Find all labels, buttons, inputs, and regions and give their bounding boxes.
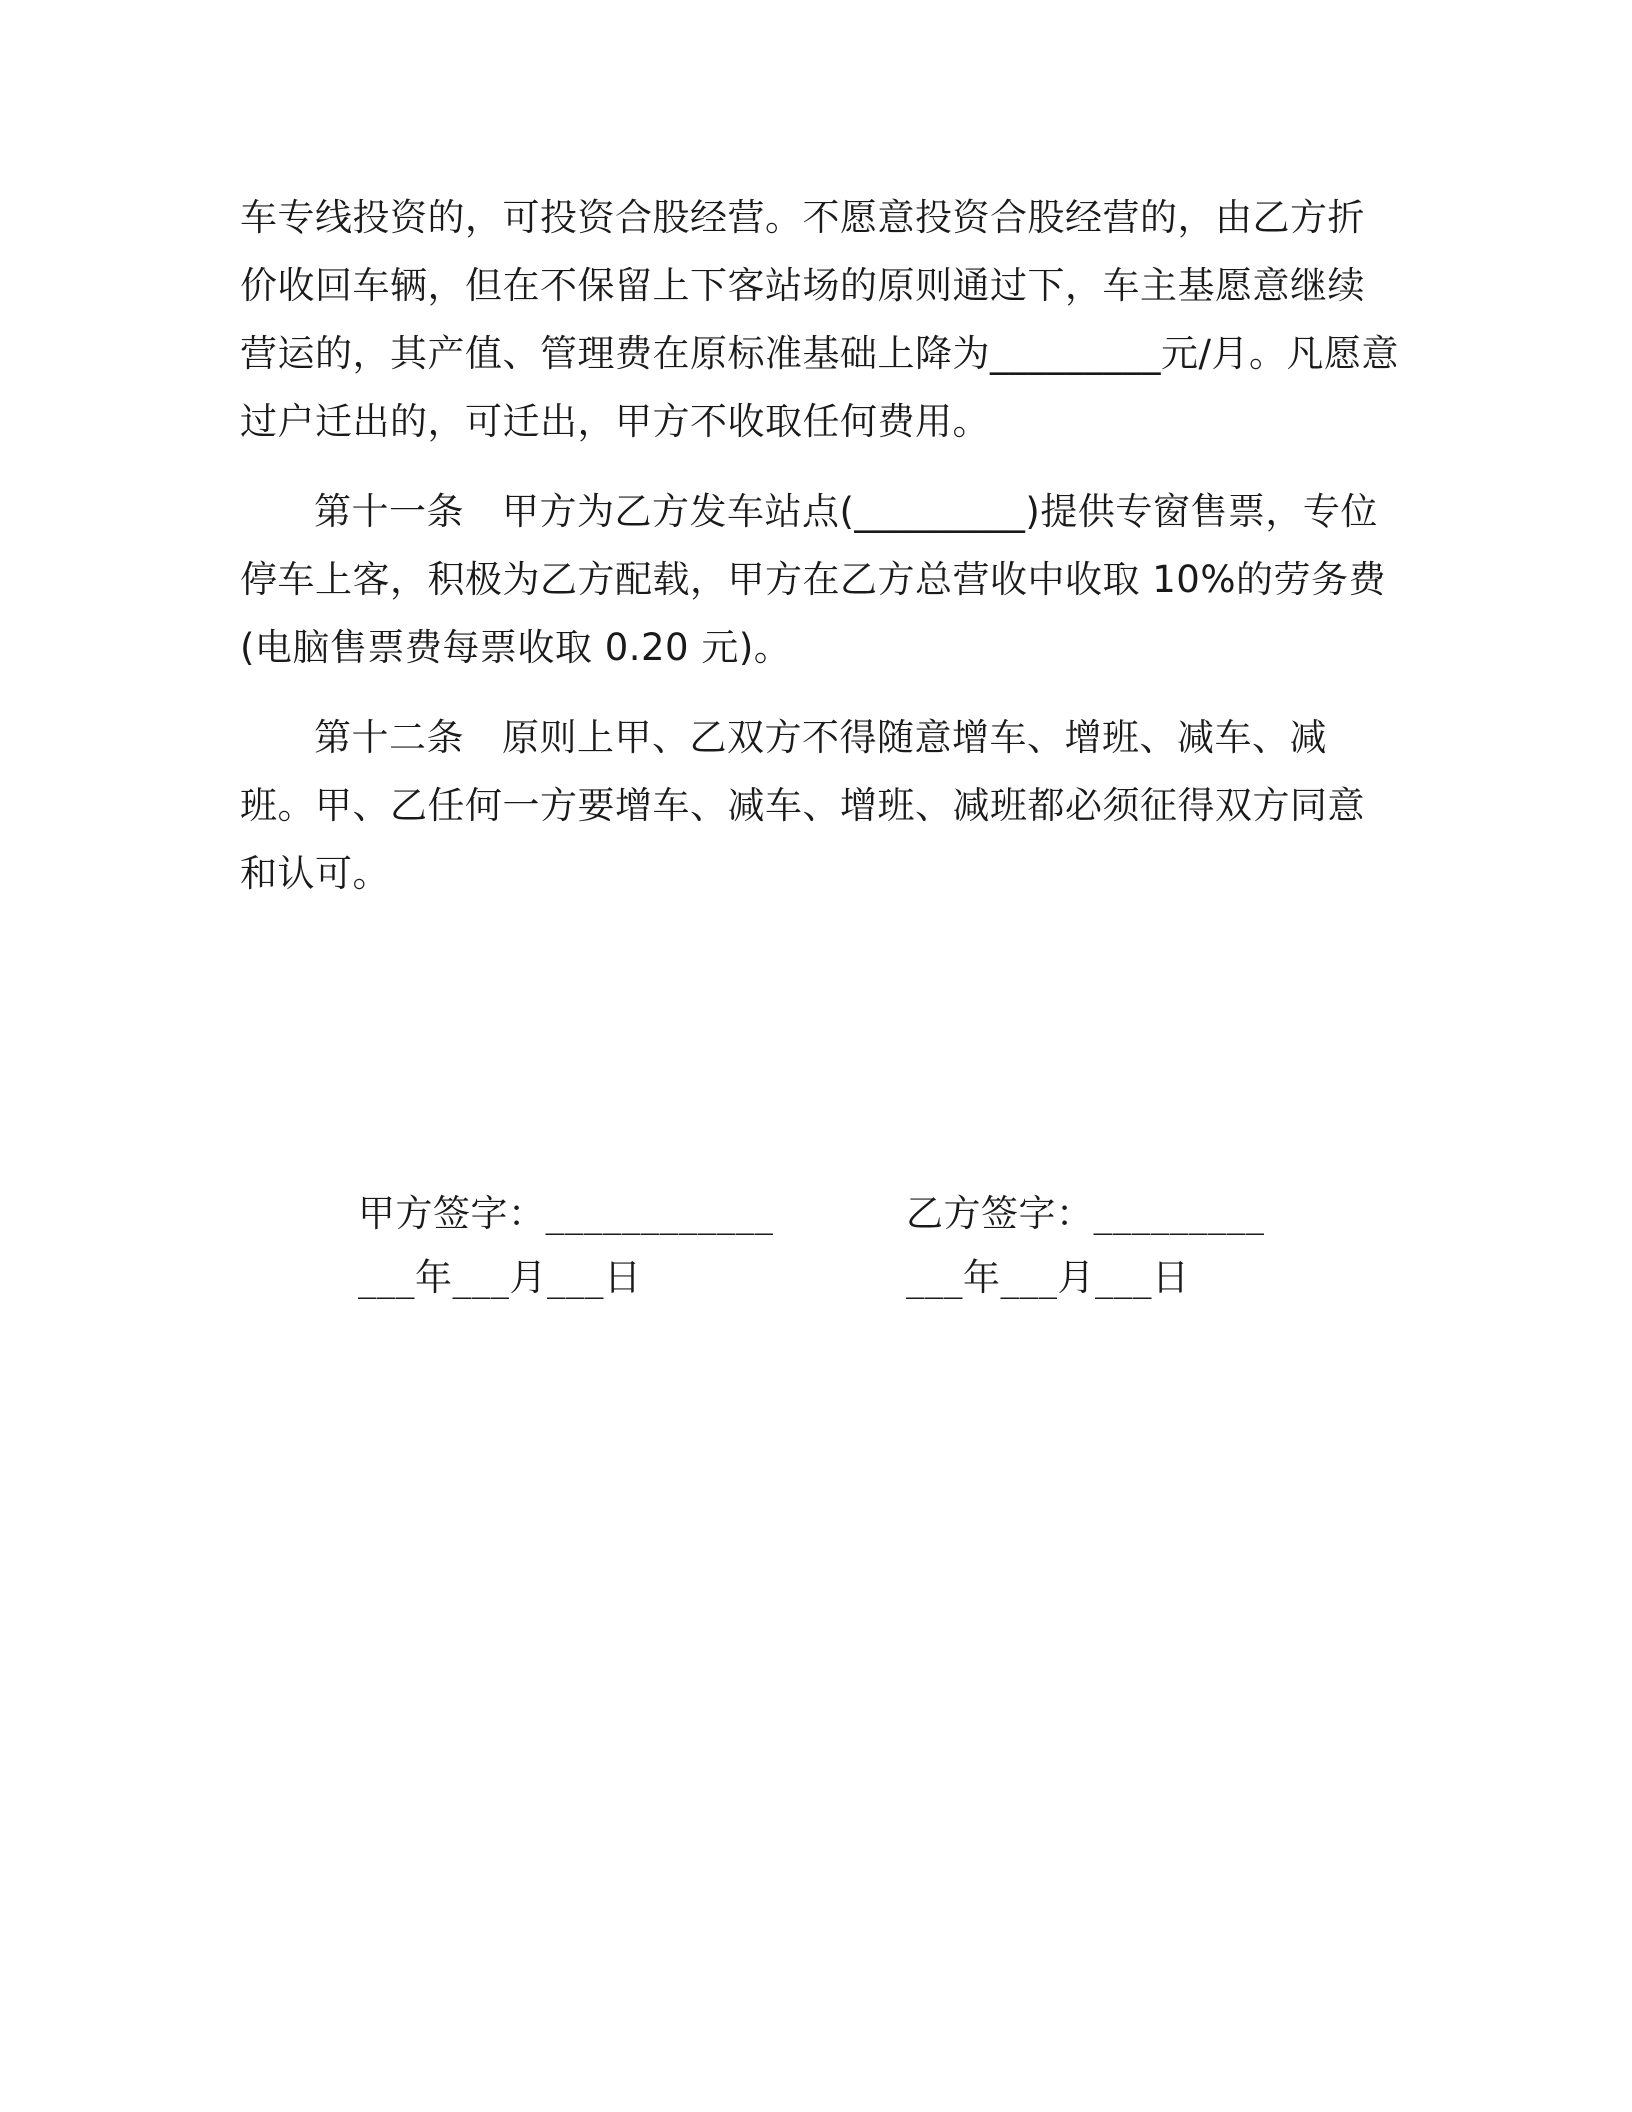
article-12-heading: 第十二条 [314,716,464,759]
party-b-signature-block [906,1182,1265,1310]
article-12-body: 原则上甲、乙双方不得随意增车、增班、减车、减班。甲、乙任何一方要增车、减车、增班、减班都必须征得双方同意和认可。 [240,716,1365,895]
party-b-signature-date: ___年___月___日 [906,1256,1190,1299]
party-a-signature-block [358,1182,774,1310]
article-11-body: 甲方为乙方发车站点(_________)提供专窗售票，专位停车上客，积极为乙方配载，甲方在乙方总营收中收取 10%的劳务费(电脑售票费每票收取 0.20 元)。 [240,490,1386,669]
paragraph-continuation: 车专线投资的，可投资合股经营。不愿意投资合股经营的，由乙方折价收回车辆，但在不保留上下客站场的原则通过下，车主基愿意继续营运的，其产值、管理费在原标准基础上降为_________元/月。凡愿意过户迁出的，可迁出，甲方不收取任何费用。 [240,196,1399,443]
party-a-signature-date: ___年___月___日 [358,1256,642,1299]
party-a-signature-label: 甲方签字：____________ [358,1192,774,1235]
article-12 [240,704,1400,908]
party-b-signature-label: 乙方签字：_________ [906,1192,1265,1235]
article-11-heading: 第十一条 [314,490,464,533]
article-11 [240,478,1400,682]
